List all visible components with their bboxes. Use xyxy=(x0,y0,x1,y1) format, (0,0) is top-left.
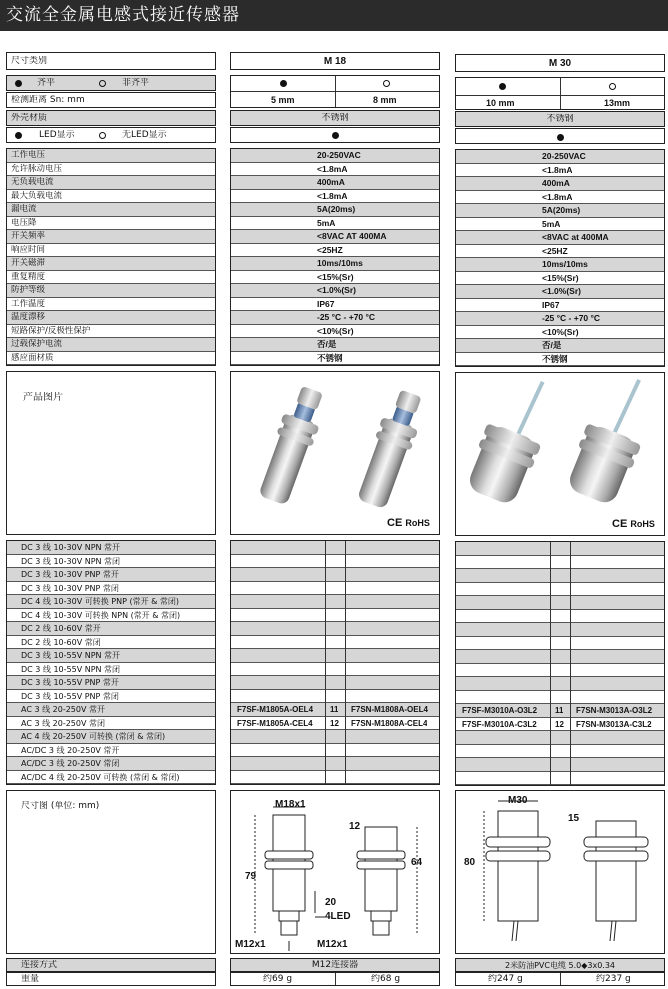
spec-value: <15%(Sr) xyxy=(542,272,579,283)
m30-drawing-svg xyxy=(456,791,664,953)
spec-label: 工作电压 xyxy=(11,150,46,160)
model-row xyxy=(456,596,664,610)
model-row xyxy=(231,622,439,636)
spec-row xyxy=(231,163,439,177)
spec-label: 短路保护/反极性保护 xyxy=(11,325,91,336)
m18-detect-flush: 5 mm xyxy=(271,95,295,105)
m18-connection xyxy=(230,958,440,972)
spec-row xyxy=(7,190,215,204)
spec-value: 10ms/10ms xyxy=(542,259,588,269)
detect-row xyxy=(6,92,216,108)
m18-connection-value: M12连接器 xyxy=(311,960,359,970)
spec-value: 20-250VAC xyxy=(542,151,586,161)
model-row xyxy=(7,730,215,744)
spec-row xyxy=(456,326,664,340)
spec-value: 5A(20ms) xyxy=(542,205,581,215)
m30-connection-value: 2米防油PVC电缆 5.0◆3x0.34 xyxy=(504,961,616,970)
model-row xyxy=(7,649,215,663)
m18-led xyxy=(230,127,440,143)
model-row xyxy=(456,745,664,759)
spec-value: <1.8mA xyxy=(317,163,348,174)
spec-row xyxy=(7,325,215,339)
spec-row xyxy=(456,150,664,164)
model-row xyxy=(456,731,664,745)
model-code: F7SN-M1808A-OEL4 xyxy=(351,705,428,714)
spec-label: 防护等级 xyxy=(11,285,46,295)
spec-value: 10ms/10ms xyxy=(317,258,363,268)
model-row xyxy=(7,636,215,650)
model-code: F7SN-M3013A-C3L2 xyxy=(576,719,652,729)
size-label: 尺寸类别 xyxy=(11,56,48,66)
m18-header-label: M 18 xyxy=(323,56,347,67)
model-m18-column xyxy=(230,540,440,785)
spec-value: <15%(Sr) xyxy=(317,271,354,282)
m30-weight-b: 约237 g xyxy=(596,974,631,984)
spec-value: <10%(Sr) xyxy=(317,325,354,336)
spec-value: 5mA xyxy=(542,218,561,229)
spec-label: 开关磁滞 xyxy=(11,258,46,268)
spec-label: 过载保护电流 xyxy=(11,339,63,349)
model-label: DC 3 线 10-30V PNP 常闭 xyxy=(21,583,119,593)
m18-length-a-dim: 79 xyxy=(245,871,257,882)
model-label: DC 4 线 10-30V 可转换 NPN (常开 & 常闭) xyxy=(21,610,181,620)
weight-label-cell xyxy=(6,972,216,986)
m18-dimension-drawing xyxy=(230,790,440,954)
model-label: DC 3 线 10-55V NPN 常闭 xyxy=(21,664,121,674)
m18-weight xyxy=(230,972,440,986)
model-row xyxy=(231,568,439,582)
model-row xyxy=(7,690,215,704)
open-dot-icon xyxy=(99,132,106,139)
spec-row xyxy=(7,163,215,177)
m30-detect-nonflush: 13mm xyxy=(604,98,631,108)
led-row xyxy=(6,127,216,143)
model-label: AC 3 线 20-250V 常闭 xyxy=(21,718,105,728)
spec-value: 400mA xyxy=(317,177,345,187)
detect-label: 检测距离 Sn: mm xyxy=(11,95,85,105)
model-row xyxy=(231,541,439,555)
model-row xyxy=(456,718,664,732)
model-row xyxy=(7,555,215,569)
connection-label: 连接方式 xyxy=(21,960,58,970)
model-row xyxy=(231,744,439,758)
spec-value: <1.0%(Sr) xyxy=(317,285,356,295)
spec-row xyxy=(456,258,664,272)
model-row xyxy=(456,623,664,637)
spec-row xyxy=(231,230,439,244)
model-row xyxy=(7,609,215,623)
spec-label: 漏电流 xyxy=(11,204,37,214)
m30-connection xyxy=(455,958,665,972)
spec-row xyxy=(231,311,439,325)
model-row xyxy=(456,677,664,691)
spec-row xyxy=(456,231,664,245)
noled-label: 无LED显示 xyxy=(122,130,167,140)
spec-row xyxy=(7,257,215,271)
model-row xyxy=(231,595,439,609)
model-row xyxy=(456,583,664,597)
model-code: F7SF-M1805A-OEL4 xyxy=(237,705,314,714)
spec-value: -25 °C - +70 °C xyxy=(317,312,376,322)
spec-row xyxy=(231,176,439,190)
spec-label: 感应面材质 xyxy=(11,352,54,363)
open-dot-icon xyxy=(99,80,106,87)
filled-dot-icon xyxy=(557,134,564,141)
model-label: DC 3 线 10-55V PNP 常开 xyxy=(21,678,119,687)
flush-label: 齐平 xyxy=(37,78,56,88)
m18-width-dim: M18x1 xyxy=(275,799,306,810)
model-label: AC/DC 4 线 20-250V 可转换 (常闭 & 常闭) xyxy=(21,772,180,782)
m18-length-b-dim: 64 xyxy=(411,857,423,868)
spec-row xyxy=(456,299,664,313)
m18-conn-b-dim: M12x1 xyxy=(317,939,348,950)
spec-row xyxy=(231,284,439,298)
model-code: 12 xyxy=(555,719,564,729)
filled-dot-icon xyxy=(15,80,22,87)
m18-conn-a-dim: M12x1 xyxy=(235,939,266,950)
spec-row xyxy=(7,217,215,231)
spec-row xyxy=(7,311,215,325)
model-code: 12 xyxy=(330,718,339,728)
model-row xyxy=(456,556,664,570)
m30-housing-value: 不锈钢 xyxy=(546,114,574,124)
model-row xyxy=(456,610,664,624)
housing-label: 外壳材质 xyxy=(11,113,48,123)
spec-row xyxy=(456,204,664,218)
spec-row xyxy=(7,284,215,298)
spec-row xyxy=(7,230,215,244)
model-row xyxy=(456,650,664,664)
spec-label: 允许脉动电压 xyxy=(11,163,63,174)
m18-header xyxy=(230,52,440,70)
spec-value: 20-250VAC xyxy=(317,150,361,160)
m30-weight-a: 约247 g xyxy=(488,974,523,984)
m18-detect-nonflush: 8 mm xyxy=(373,95,397,105)
m30-weight xyxy=(455,972,665,986)
model-row xyxy=(456,637,664,651)
spec-value: <1.8mA xyxy=(542,191,573,202)
m30-length-dim: 80 xyxy=(464,857,476,868)
model-code: F7SN-M3013A-O3L2 xyxy=(576,706,653,715)
model-code: F7SF-M1805A-CEL4 xyxy=(237,718,313,728)
spec-row xyxy=(456,218,664,232)
spec-row xyxy=(231,217,439,231)
model-row xyxy=(231,771,439,785)
m18-20-dim: 20 xyxy=(325,897,337,908)
spec-value: -25 °C - +70 °C xyxy=(542,313,601,323)
m18-4led-dim: 4LED xyxy=(325,911,351,922)
ce-mark: CE RoHS xyxy=(387,518,430,529)
spec-value: 5A(20ms) xyxy=(317,204,356,214)
spec-row xyxy=(456,245,664,259)
model-row xyxy=(7,703,215,717)
spec-label-column xyxy=(6,148,216,366)
spec-row xyxy=(231,149,439,163)
product-image-label-cell xyxy=(6,371,216,535)
spec-label: 开关频率 xyxy=(11,231,46,241)
model-label: DC 3 线 10-55V PNP 常闭 xyxy=(21,691,119,701)
spec-value: <1.0%(Sr) xyxy=(542,286,581,296)
m18-housing-value: 不锈钢 xyxy=(321,113,349,123)
model-row xyxy=(7,676,215,690)
spec-m30-column xyxy=(455,149,665,367)
spec-value: <1.8mA xyxy=(542,164,573,175)
spec-label: 温度漂移 xyxy=(11,312,46,322)
model-label: AC 4 线 20-250V 可转换 (常闭 & 常闭) xyxy=(21,732,166,741)
m30-header-label: M 30 xyxy=(548,58,572,69)
m30-detect-block xyxy=(455,77,665,110)
model-row xyxy=(231,717,439,731)
spec-label: 最大负载电流 xyxy=(11,190,63,201)
ce-mark: CE RoHS xyxy=(612,519,655,530)
spec-value: <10%(Sr) xyxy=(542,326,579,337)
spec-row xyxy=(7,149,215,163)
spec-value: <1.8mA xyxy=(317,190,348,201)
model-row xyxy=(231,649,439,663)
m30-width-dim: M30 xyxy=(508,795,528,806)
spec-row xyxy=(231,298,439,312)
spec-row xyxy=(7,338,215,352)
model-code: 11 xyxy=(555,706,564,715)
model-row xyxy=(456,569,664,583)
model-label: DC 3 线 10-30V NPN 常开 xyxy=(21,543,121,552)
model-row xyxy=(231,757,439,771)
model-row xyxy=(231,703,439,717)
model-code: F7SF-M3010A-O3L2 xyxy=(462,706,538,715)
spec-value: 不锈钢 xyxy=(317,352,343,363)
model-label: DC 3 线 10-55V NPN 常开 xyxy=(21,651,121,660)
spec-row xyxy=(7,271,215,285)
spec-value: <25HZ xyxy=(317,244,343,255)
spec-value: IP67 xyxy=(542,299,560,310)
spec-row xyxy=(231,190,439,204)
model-label: AC/DC 3 线 20-250V 常开 xyxy=(21,745,120,755)
model-row xyxy=(231,609,439,623)
model-row xyxy=(456,542,664,556)
model-row xyxy=(456,772,664,786)
model-row xyxy=(231,555,439,569)
model-code: F7SN-M1808A-CEL4 xyxy=(351,718,428,728)
model-label: DC 3 线 10-30V NPN 常闭 xyxy=(21,556,121,566)
flush-row xyxy=(6,75,216,91)
spec-value: IP67 xyxy=(317,298,335,309)
dimension-label: 尺寸图 (单位: mm) xyxy=(21,801,100,811)
spec-row xyxy=(231,257,439,271)
model-m30-column xyxy=(455,541,665,786)
spec-value: <25HZ xyxy=(542,245,568,256)
model-row xyxy=(231,663,439,677)
spec-row xyxy=(456,285,664,299)
model-row xyxy=(7,568,215,582)
model-row xyxy=(456,664,664,678)
model-label: DC 2 线 10-60V 常闭 xyxy=(21,637,101,647)
model-row xyxy=(7,757,215,771)
model-row xyxy=(456,758,664,772)
weight-label: 重量 xyxy=(21,974,40,984)
model-row xyxy=(7,541,215,555)
spec-value: 400mA xyxy=(542,178,570,188)
model-label: DC 4 线 10-30V 可转换 PNP (常开 & 常闭) xyxy=(21,597,180,606)
model-code: F7SF-M3010A-C3L2 xyxy=(462,719,537,729)
nonflush-label: 非齐平 xyxy=(122,78,150,88)
spec-row xyxy=(7,203,215,217)
filled-dot-icon xyxy=(499,83,506,90)
m30-detect-flush: 10 mm xyxy=(486,98,515,108)
m18-weight-b: 约68 g xyxy=(371,974,401,984)
spec-value: <8VAC AT 400MA xyxy=(317,231,387,241)
model-row xyxy=(231,582,439,596)
spec-label: 响应时间 xyxy=(11,244,46,255)
filled-dot-icon xyxy=(280,80,287,87)
page-title: 交流全金属电感式接近传感器 xyxy=(0,0,668,31)
spec-row xyxy=(231,203,439,217)
m18-housing xyxy=(230,110,440,126)
model-row xyxy=(7,717,215,731)
dimension-label-cell xyxy=(6,790,216,954)
filled-dot-icon xyxy=(15,132,22,139)
spec-label: 重复精度 xyxy=(11,271,46,282)
m18-12-dim: 12 xyxy=(349,821,361,832)
model-row xyxy=(7,622,215,636)
spec-value: 5mA xyxy=(317,217,336,228)
model-row xyxy=(456,704,664,718)
model-label: DC 2 线 10-60V 常开 xyxy=(21,624,101,633)
model-label: DC 3 线 10-30V PNP 常开 xyxy=(21,570,119,579)
open-dot-icon xyxy=(383,80,390,87)
m30-product-image xyxy=(455,372,665,536)
spec-label: 电压降 xyxy=(11,217,37,228)
spec-value: 不锈钢 xyxy=(542,353,568,364)
m30-dimension-drawing xyxy=(455,790,665,954)
model-row xyxy=(7,771,215,785)
m30-15-dim: 15 xyxy=(568,813,580,824)
spec-row xyxy=(7,298,215,312)
spec-m18-column xyxy=(230,148,440,366)
spec-row xyxy=(7,176,215,190)
spec-label: 工作温度 xyxy=(11,298,46,309)
spec-value: 否/是 xyxy=(317,339,337,349)
m30-header xyxy=(455,54,665,72)
model-row xyxy=(7,663,215,677)
m18-drawing-svg xyxy=(231,791,439,953)
model-row xyxy=(7,595,215,609)
spec-row xyxy=(456,191,664,205)
model-code: 11 xyxy=(330,705,339,714)
spec-row xyxy=(456,312,664,326)
m30-housing xyxy=(455,111,665,127)
model-row xyxy=(456,691,664,705)
spec-row xyxy=(456,164,664,178)
model-row xyxy=(7,582,215,596)
spec-row xyxy=(7,244,215,258)
filled-dot-icon xyxy=(332,132,339,139)
model-row xyxy=(231,676,439,690)
spec-row xyxy=(7,352,215,366)
spec-label: 无负载电流 xyxy=(11,177,54,187)
m18-detect-block xyxy=(230,75,440,108)
connection-label-cell xyxy=(6,958,216,972)
model-row xyxy=(231,636,439,650)
m30-led xyxy=(455,128,665,144)
housing-row xyxy=(6,110,216,126)
spec-value: <8VAC at 400MA xyxy=(542,232,609,242)
size-label-cell xyxy=(6,52,216,70)
spec-row xyxy=(456,177,664,191)
spec-value: 否/是 xyxy=(542,340,562,350)
spec-row xyxy=(231,244,439,258)
model-label: AC 3 线 20-250V 常开 xyxy=(21,705,105,714)
model-label-column xyxy=(6,540,216,785)
spec-row xyxy=(231,271,439,285)
product-image-label: 产品图片 xyxy=(23,392,63,403)
model-label: AC/DC 3 线 20-250V 常闭 xyxy=(21,759,120,768)
model-row xyxy=(231,690,439,704)
open-dot-icon xyxy=(609,83,616,90)
m18-weight-a: 约69 g xyxy=(263,974,293,984)
spec-row xyxy=(456,272,664,286)
led-label: LED显示 xyxy=(39,130,75,140)
m18-product-image xyxy=(230,371,440,535)
model-row xyxy=(7,744,215,758)
model-row xyxy=(231,730,439,744)
